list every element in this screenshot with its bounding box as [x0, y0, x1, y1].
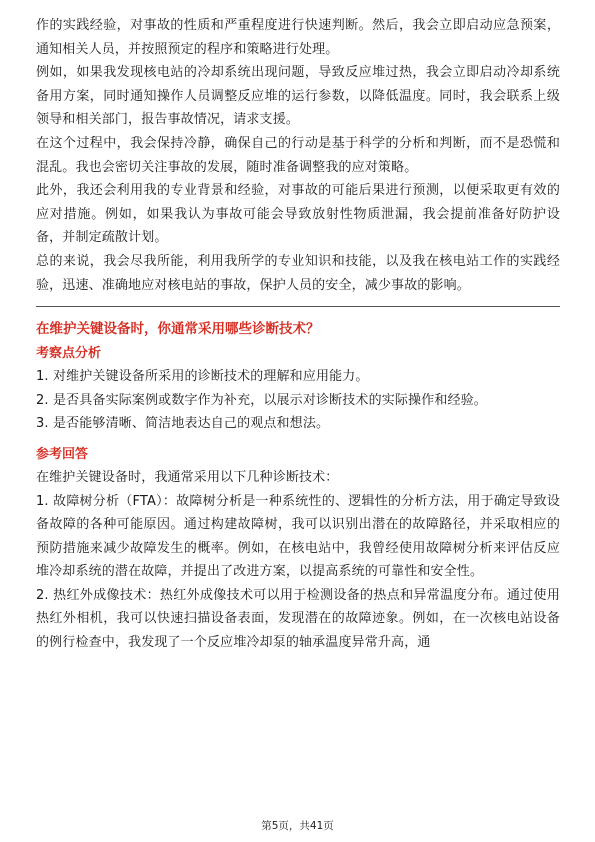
answer-paragraph: 在维护关键设备时，我通常采用以下几种诊断技术： [36, 469, 339, 485]
analysis-item: 3. 是否能够清晰、简洁地表达自己的观点和想法。 [36, 416, 330, 432]
analysis-item: 1. 对维护关键设备所采用的诊断技术的理解和应用能力。 [36, 369, 369, 385]
answer-heading: 参考回答 [36, 446, 89, 462]
document-page [36, 14, 560, 655]
answer-paragraph: 2. 热红外成像技术：热红外成像技术可以用于检测设备的热点和异常温度分布。通过使用热红外相机，我可以快速扫描设备表面，发现潜在的故障迹象。例如，在一次核电站设备的例行检查中，我发现了一个反应堆冷却泵的轴承温度异常升高，通 [36, 587, 560, 651]
page-number-footer: 第5页，共41页 [261, 820, 334, 832]
answer-paragraph: 1. 故障树分析（FTA）：故障树分析是一种系统性的、逻辑性的分析方法，用于确定导致设备故障的各种可能原因。通过构建故障树，我可以识别出潜在的故障路径，并采取相应的预防措施来减少故障发生的概率。例如，在核电站中，我曾经使用故障树分析来评估反应堆冷却系统的潜在故障，并提出了改进方案，以提高系统的可靠性和安全性。 [36, 493, 560, 580]
analysis-item: 2. 是否具备实际案例或数字作为补充，以展示对诊断技术的实际操作和经验。 [36, 392, 487, 408]
analysis-heading: 考察点分析 [36, 346, 102, 362]
section-divider [36, 306, 560, 307]
body-paragraph: 总的来说，我会尽我所能，利用我所学的专业知识和技能，以及我在核电站工作的实践经验，迅速、准确地应对核电站的事故，保护人员的安全，减少事故的影响。 [36, 253, 560, 293]
question-heading: 在维护关键设备时，你通常采用哪些诊断技术？ [36, 321, 320, 338]
body-paragraph: 在这个过程中，我会保持冷静，确保自己的行动是基于科学的分析和判断，而不是恐慌和混乱。我也会密切关注事故的发展，随时准备调整我的应对策略。 [36, 135, 560, 175]
body-paragraph: 此外，我还会利用我的专业背景和经验，对事故的可能后果进行预测，以便采取更有效的应对措施。例如，如果我认为事故可能会导致放射性物质泄漏，我会提前准备好防护设备，并制定疏散计划。 [36, 183, 560, 246]
body-paragraph: 作的实践经验，对事故的性质和严重程度进行快速判断。然后，我会立即启动应急预案，通知相关人员，并按照预定的程序和策略进行处理。 [36, 18, 560, 57]
section-gap [36, 436, 560, 444]
body-paragraph: 例如，如果我发现核电站的冷却系统出现问题，导致反应堆过热，我会立即启动冷却系统备用方案，同时通知操作人员调整反应堆的运行参数，以降低温度。同时，我会联系上级领导和相关部门，报告事故情况，请求支援。 [36, 65, 560, 128]
